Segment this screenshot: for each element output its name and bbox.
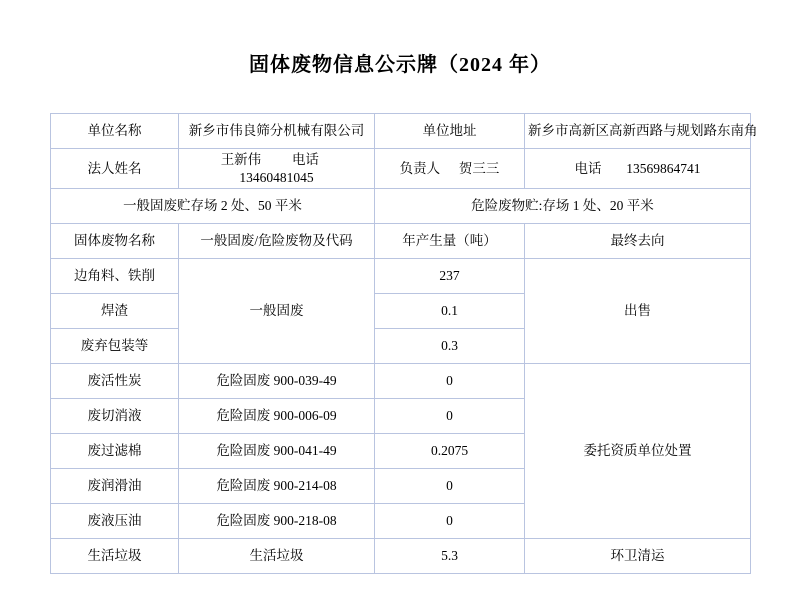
header-waste-code: 一般固废/危险废物及代码 — [179, 224, 375, 259]
waste-amount: 0 — [375, 399, 525, 434]
waste-amount: 0.2075 — [375, 434, 525, 469]
waste-name: 废切消液 — [51, 399, 179, 434]
header-destination: 最终去向 — [525, 224, 751, 259]
table-row — [51, 364, 751, 399]
waste-amount: 0 — [375, 364, 525, 399]
manager-label: 负责人 — [399, 160, 441, 176]
legal-phone-label: 电话 — [291, 152, 319, 167]
waste-name: 废液压油 — [51, 504, 179, 539]
waste-code: 危险固废 900-218-08 — [179, 504, 375, 539]
header-annual-amount: 年产生量（吨） — [375, 224, 525, 259]
table-row-contacts — [51, 149, 751, 189]
waste-code: 危险固废 900-039-49 — [179, 364, 375, 399]
header-waste-name: 固体废物名称 — [51, 224, 179, 259]
waste-amount: 5.3 — [375, 539, 525, 574]
unit-address-value: 新乡市高新区高新西路与规划路东南角 — [525, 114, 751, 149]
waste-name: 废活性炭 — [51, 364, 179, 399]
waste-name: 废过滤棉 — [51, 434, 179, 469]
waste-code: 危险固废 900-006-09 — [179, 399, 375, 434]
waste-name: 生活垃圾 — [51, 539, 179, 574]
manager-value: 贺三三 — [458, 160, 500, 176]
table-row-storage — [51, 189, 751, 224]
waste-code: 危险固废 900-041-49 — [179, 434, 375, 469]
waste-name: 焊渣 — [51, 294, 179, 329]
waste-amount: 237 — [375, 259, 525, 294]
waste-name: 边角料、铁削 — [51, 259, 179, 294]
manager-phone-cell — [525, 149, 751, 189]
manager-phone-label: 电话 — [574, 160, 602, 176]
document-page — [0, 48, 800, 607]
page-title: 固体废物信息公示牌（2024 年） — [249, 54, 551, 76]
table-header-row — [51, 224, 751, 259]
waste-amount: 0 — [375, 469, 525, 504]
waste-name: 废弃包装等 — [51, 329, 179, 364]
waste-amount: 0 — [375, 504, 525, 539]
general-storage-info: 一般固废贮存场 2 处、50 平米 — [51, 189, 375, 224]
table-row — [51, 539, 751, 574]
manager-cell — [375, 149, 525, 189]
waste-code: 危险固废 900-214-08 — [179, 469, 375, 504]
waste-info-table — [50, 113, 758, 574]
unit-name-label: 单位名称 — [51, 114, 179, 149]
waste-destination: 环卫清运 — [525, 539, 751, 574]
table-row-unit-name — [51, 114, 751, 149]
waste-info-table-wrapper — [50, 113, 758, 574]
waste-amount: 0.3 — [375, 329, 525, 364]
legal-person-label: 法人姓名 — [51, 149, 179, 189]
table-row — [51, 259, 751, 294]
unit-address-label: 单位地址 — [375, 114, 525, 149]
waste-code: 生活垃圾 — [179, 539, 375, 574]
legal-phone-value: 13460481045 — [239, 169, 314, 185]
waste-name: 废润滑油 — [51, 469, 179, 504]
hazard-storage-info: 危险废物贮:存场 1 处、20 平米 — [375, 189, 751, 224]
legal-person-value: 王新伟 — [220, 152, 262, 167]
legal-person-cell — [179, 149, 375, 189]
waste-code: 一般固废 — [179, 259, 375, 364]
manager-phone-value: 13569864741 — [626, 160, 701, 176]
waste-destination: 委托资质单位处置 — [525, 364, 751, 539]
waste-amount: 0.1 — [375, 294, 525, 329]
waste-destination: 出售 — [525, 259, 751, 364]
unit-name-value: 新乡市伟良筛分机械有限公司 — [179, 114, 375, 149]
